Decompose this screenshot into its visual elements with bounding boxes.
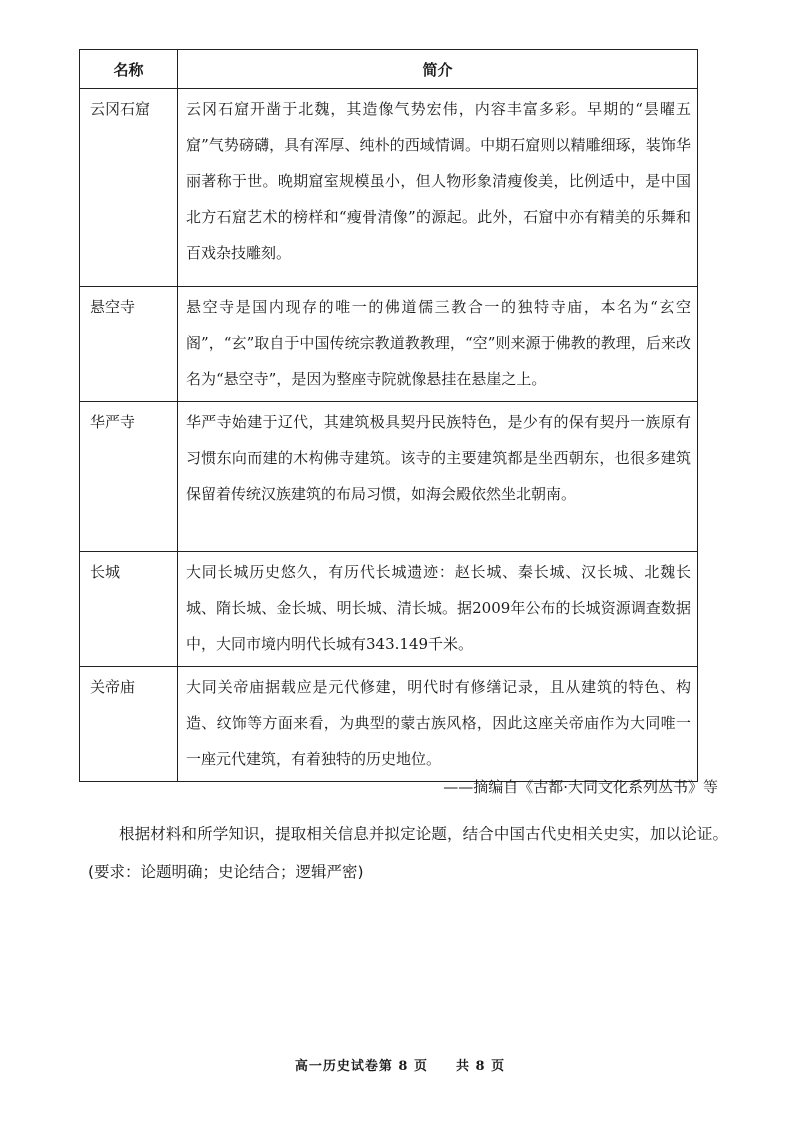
info-table <box>79 49 698 782</box>
header-name: 名称 <box>80 50 178 89</box>
table-row <box>80 667 698 782</box>
table-row <box>80 89 698 287</box>
row-desc: 悬空寺是国内现存的唯一的佛道儒三教合一的独特寺庙，本名为“玄空阁”，“玄”取自于中国传统宗教道教教理，“空”则来源于佛教的教理，后来改名为“悬空寺”，是因为整座寺院就像悬挂在悬崖之上。 <box>178 287 698 402</box>
table-row <box>80 552 698 667</box>
table-row <box>80 287 698 402</box>
question-text: 根据材料和所学知识，提取相关信息并拟定论题，结合中国古代史相关史实，加以论证。(要求：论题明确；史论结合；逻辑严密) <box>88 825 728 881</box>
table-header-row <box>80 50 698 89</box>
row-desc: 大同关帝庙据载应是元代修建，明代时有修缮记录，且从建筑的特色、构造、纹饰等方面来看，为典型的蒙古族风格，因此这座关帝庙作为大同唯一一座元代建筑，有着独特的历史地位。 <box>178 667 698 782</box>
row-name: 华严寺 <box>80 402 178 552</box>
row-name: 悬空寺 <box>80 287 178 402</box>
row-name: 关帝庙 <box>80 667 178 782</box>
page-footer: 高一历史试卷第 8 页 共 8 页 <box>294 1059 506 1074</box>
source-citation: ——摘编自《古都·大同文化系列丛书》等 <box>443 778 718 796</box>
row-name: 云冈石窟 <box>80 89 178 287</box>
header-intro: 简介 <box>178 50 698 89</box>
row-desc: 云冈石窟开凿于北魏，其造像气势宏伟，内容丰富多彩。早期的“昙曜五窟”气势磅礴，具有浑厚、纯朴的西域情调。中期石窟则以精雕细琢，装饰华丽著称于世。晚期窟室规模虽小，但人物形象清瘦俊美，比例适中，是中国北方石窟艺术的榜样和“瘦骨清像”的源起。此外，石窟中亦有精美的乐舞和百戏杂技雕刻。 <box>178 89 698 287</box>
row-desc: 大同长城历史悠久，有历代长城遗迹：赵长城、秦长城、汉长城、北魏长城、隋长城、金长城、明长城、清长城。据2009年公布的长城资源调查数据中，大同市境内明代长城有343.149千米。 <box>178 552 698 667</box>
row-name: 长城 <box>80 552 178 667</box>
table-row <box>80 402 698 552</box>
row-desc: 华严寺始建于辽代，其建筑极具契丹民族特色，是少有的保有契丹一族原有习惯东向而建的木构佛寺建筑。该寺的主要建筑都是坐西朝东，也很多建筑保留着传统汉族建筑的布局习惯，如海会殿依然坐北朝南。 <box>178 402 698 552</box>
